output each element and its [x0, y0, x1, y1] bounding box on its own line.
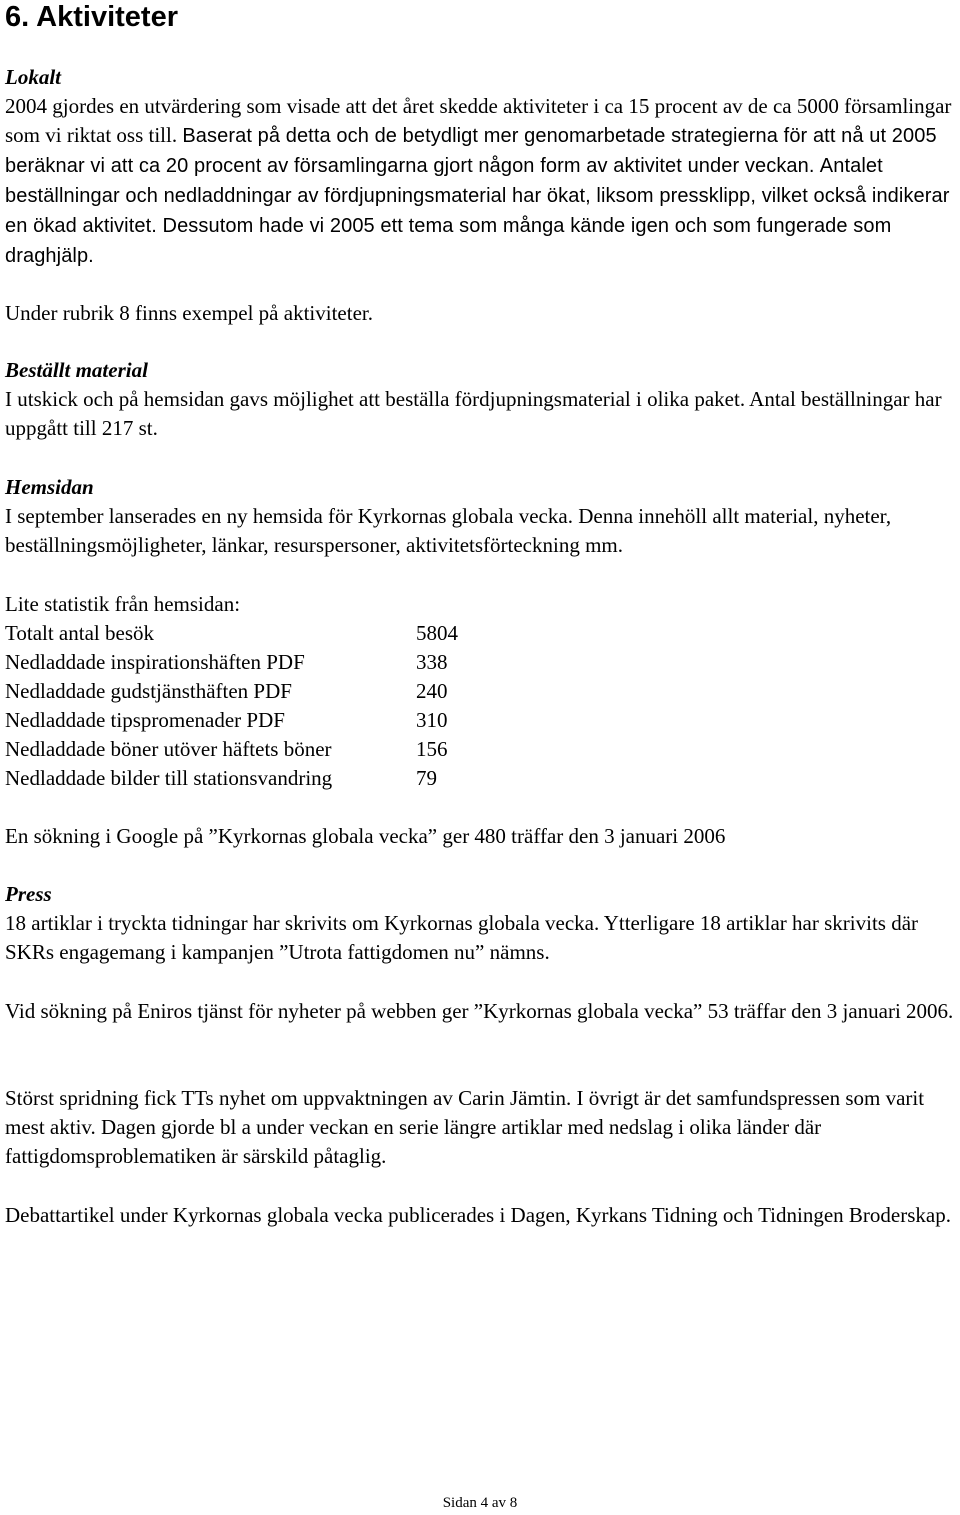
- bestallt-title: Beställt material: [5, 358, 148, 382]
- stat-value: 156: [416, 737, 448, 761]
- stat-label: Nedladdade gudstjänsthäften PDF: [5, 679, 292, 703]
- stat-label: Nedladdade böner utöver häftets böner: [5, 737, 332, 761]
- press-section: [5, 880, 955, 967]
- table-row: [5, 764, 955, 793]
- press-paragraph-2: Vid sökning på Eniros tjänst för nyheter på webben ger ”Kyrkornas globala vecka” 53 träffar den 3 januari 2006.: [5, 999, 954, 1023]
- stat-label: Nedladdade inspirationshäften PDF: [5, 650, 305, 674]
- statistik-table: [5, 619, 955, 793]
- stat-value: 79: [416, 766, 437, 790]
- stat-label: Totalt antal besök: [5, 621, 154, 645]
- stat-value: 310: [416, 708, 448, 732]
- lokalt-text: [5, 92, 955, 271]
- lokalt-sentence-1: 2004 gjordes en utvärdering som visade att det året skedde aktiviteter i ca 15 procent av de ca 5000 församlingar som vi riktat oss till.: [5, 94, 952, 147]
- bestallt-text: I utskick och på hemsidan gavs möjlighet att beställa fördjupningsmaterial i olika paket. Antal beställningar har uppgått till 217 st.: [5, 387, 942, 440]
- google-search-note: En sökning i Google på ”Kyrkornas globala vecka” ger 480 träffar den 3 januari 2006: [5, 824, 726, 848]
- statistik-title: Lite statistik från hemsidan:: [5, 592, 241, 616]
- stat-value: 5804: [416, 621, 458, 645]
- hemsidan-text: I september lanserades en ny hemsida för Kyrkornas globala vecka. Denna innehöll allt material, nyheter, beställningsmöjligheter, länkar, resurspersoner, aktivitetsförteckning mm.: [5, 504, 892, 557]
- page-number: Sidan 4 av 8: [442, 1495, 518, 1511]
- bestallt-section: [5, 356, 955, 443]
- lokalt-rubrik-note: Under rubrik 8 finns exempel på aktiviteter.: [5, 301, 373, 325]
- table-row: [5, 706, 955, 735]
- lokalt-title: Lokalt: [5, 65, 61, 89]
- stat-value: 240: [416, 679, 448, 703]
- hemsidan-title: Hemsidan: [5, 475, 94, 499]
- hemsidan-section: [5, 473, 955, 560]
- press-paragraph-4: Debattartikel under Kyrkornas globala vecka publicerades i Dagen, Kyrkans Tidning och Tidningen Broderskap.: [5, 1203, 951, 1227]
- table-row: [5, 677, 955, 706]
- statistik-section: [5, 590, 955, 793]
- lokalt-sentence-3: Antalet beställningar och nedladdningar av fördjupningsmaterial har ökat, liksom pressklipp, vilket också indikerar en ökad aktivitet. Dessutom hade vi 2005 ett tema som många kände igen och som fungerade som draghjälp.: [5, 155, 950, 267]
- lokalt-section: [5, 63, 955, 271]
- press-title: Press: [5, 882, 52, 906]
- press-paragraph-1: 18 artiklar i tryckta tidningar har skrivits om Kyrkornas globala vecka. Ytterligare 18 artiklar har skrivits där SKRs engagemang i kampanjen ”Utrota fattigdomen nu” nämns.: [5, 911, 919, 964]
- table-row: [5, 619, 955, 648]
- stat-label: Nedladdade tipspromenader PDF: [5, 708, 285, 732]
- stat-value: 338: [416, 650, 448, 674]
- lokalt-sentence-2: Baserat på detta och de betydligt mer genomarbetade strategierna för att nå ut 2005 beräknar vi att ca 20 procent av församlingarna gjort någon form av aktivitet under veckan.: [5, 125, 937, 177]
- table-row: [5, 735, 955, 764]
- press-paragraph-3: Störst spridning fick TTs nyhet om uppvaktningen av Carin Jämtin. I övrigt är det samfundspressen som varit mest aktiv. Dagen gjorde bl a under veckan en serie längre artiklar med nedslag i olika länder där fattigdomsproblematiken är särskild påtaglig.: [5, 1086, 925, 1168]
- section-heading: 6. Aktiviteter: [5, 1, 178, 33]
- stat-label: Nedladdade bilder till stationsvandring: [5, 766, 333, 790]
- table-row: [5, 648, 955, 677]
